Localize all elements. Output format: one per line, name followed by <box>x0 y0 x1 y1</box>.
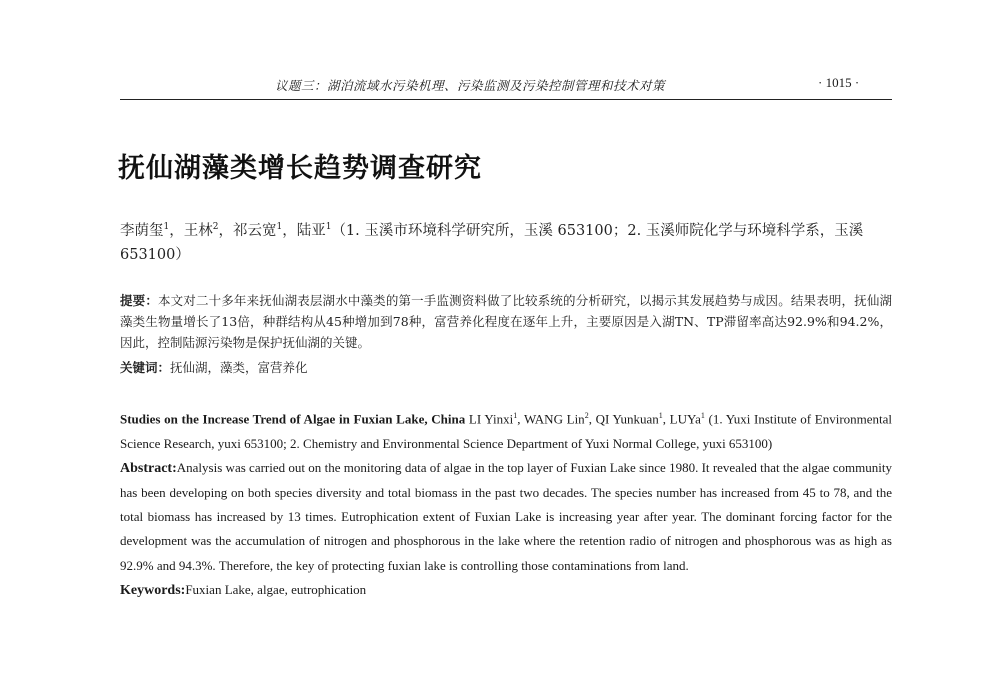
author-aff-en: 1 <box>513 411 518 420</box>
english-section <box>120 404 892 603</box>
paper-title-en: Studies on the Increase Trend of Algae in Fuxian Lake, China <box>120 411 466 427</box>
author-cn: 王林 <box>183 222 213 239</box>
author-en: LUYa <box>669 411 701 427</box>
author-aff-en: 2 <box>584 411 589 420</box>
keywords-text-cn: 抚仙湖，藻类，富营养化 <box>170 360 308 375</box>
author-en: WANG Lin <box>523 411 585 427</box>
keywords-label-cn: 关键词： <box>120 360 171 375</box>
abstract-text-en: Analysis was carried out on the monitoring data of algae in the top layer of Fuxian Lake since 1980. It revealed that the algae community has been developing on both species diversity and total biomass in the past two decades. The species number has increased from 45 to 78, and the total biomass has increased by 13 times. Eutrophication extent of Fuxian Lake is increasing year after year. The dominant forcing factor for the development was the accumulation of nitrogen and phosphorous in the lake where the retention radio of nitrogen and phosphorous was as high as 92.9% and 94.3%. Therefore, the key of protecting fuxian lake is controlling those contaminations from land. <box>120 459 892 573</box>
authors-cn: 李荫玺$^1$，王林$^2$，祁云宽$^1$，陆亚$^1$（1. 玉溪市环境科学研究所，玉溪 653100；2. 玉溪师院化学与环境科学系，玉溪 653100） <box>120 222 864 263</box>
keywords-label-en: Keywords: <box>120 582 186 598</box>
author-cn: 陆亚 <box>296 222 326 239</box>
author-aff-en: 1 <box>700 411 705 420</box>
author-en: LI Yinxi <box>468 411 514 427</box>
affiliations-cn: （1. 玉溪市环境科学研究所，玉溪 653100；2. 玉溪师院化学与环境科学系，玉溪 653100） <box>120 222 864 263</box>
author-aff-cn: 2 <box>212 222 219 232</box>
english-header: Studies on the Increase Trend of Algae in Fuxian Lake, China LI Yinxi$^1$, WANG Lin$^2$, QI Yunkuan$^1$, LUYa$^1$ (1. Yuxi Institute of Environmental Science Research, yuxi 653100; 2. Chemistry and Environmental Science Department of Yuxi Normal College, yuxi 653100) <box>120 411 893 451</box>
affiliations-en: (1. Yuxi Institute of Environmental Science Research, yuxi 653100; 2. Chemistry and Environmental Science Department of Yuxi Normal College, yuxi 653100) <box>120 411 893 451</box>
paper-title-cn: 抚仙湖藻类增长趋势调查研究 <box>118 153 482 184</box>
keywords-text-en: Fuxian Lake, algae, eutrophication <box>185 581 367 597</box>
author-aff-en: 1 <box>658 411 663 420</box>
author-aff-cn: 1 <box>163 222 170 232</box>
abstract-cn <box>120 290 892 353</box>
abstract-en <box>120 456 892 578</box>
keywords-cn <box>120 357 892 378</box>
abstract-text-cn: 本文对二十多年来抚仙湖表层湖水中藻类的第一手监测资料做了比较系统的分析研究，以揭示其发展趋势与成因。结果表明，抚仙湖藻类生物量增长了13倍，种群结构从45种增加到78种，富营养化程度在逐年上升，主要原因是入湖TN、TP滞留率高达92.9%和94.2%，因此，控制陆源污染物是保护抚仙湖的关键。 <box>120 293 892 350</box>
author-aff-cn: 1 <box>325 222 332 232</box>
keywords-en <box>120 578 892 603</box>
author-cn: 李荫玺 <box>120 222 164 239</box>
author-aff-cn: 1 <box>276 222 283 232</box>
author-en: QI Yunkuan <box>595 411 659 427</box>
running-head-title: 议题三：湖泊流域水污染机理、污染监测及污染控制管理和技术对策 <box>275 78 666 93</box>
page-number: · 1015 · <box>818 75 860 90</box>
author-cn: 祁云宽 <box>232 222 277 239</box>
abstract-label-cn: 提要： <box>120 293 158 308</box>
abstract-label-en: Abstract: <box>120 460 177 476</box>
header-rule <box>120 99 892 100</box>
